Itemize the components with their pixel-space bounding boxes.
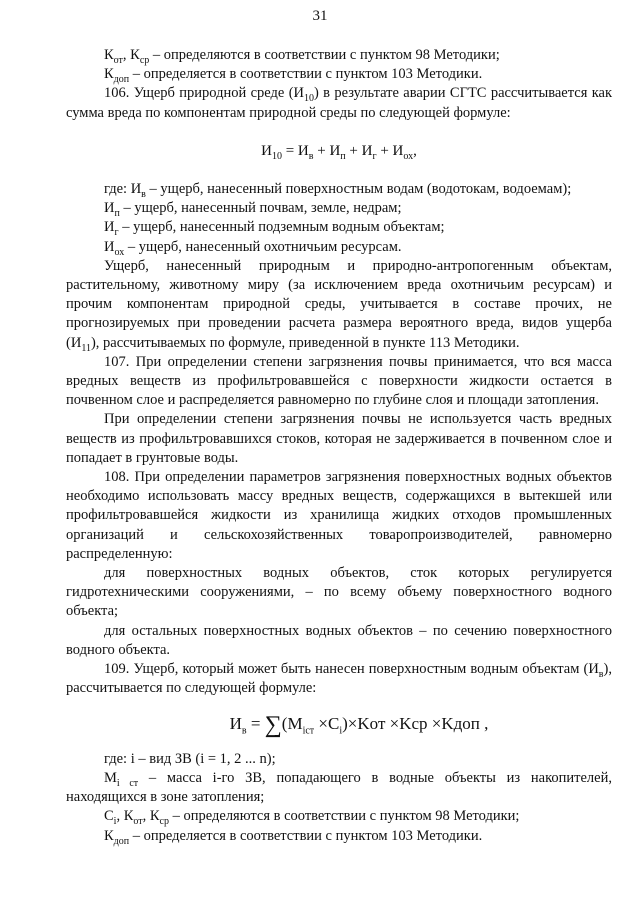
paragraph: $M_{i ст}$ – масса i-го ЗВ, попадающего в водные объекты из накопителей, находящихся в зоне затопления;: [66, 769, 612, 806]
formula-damage-total: $И_{10} = И_в + И_п + И_г + И_{ох}$,: [261, 142, 417, 162]
paragraph: $C_i$, $К_{от}$, $К_{ср}$ – определяются в соответствии с пунктом 98 Методики;: [104, 808, 520, 828]
paragraph: Ущерб, нанесенный природным и природно-антропогенным объектам, растительному, животному миру (за исключением вреда охотничьим ресурсам) и прочим компонентам природной среды, учитывается в составе прочих, не прогнозируемых при проведении расчета размера вероятного вреда, видов ущерба $(И_{11})$, рассчитываемых по формуле, приведенной в пункте 113 Методики.: [66, 257, 612, 354]
paragraph: $И_{ох}$ – ущерб, нанесенный охотничьим ресурсам.: [104, 238, 402, 258]
paragraph: 106. Ущерб природной среде $(И_{10})$ в результате аварии СГТС рассчитывается как сумма вреда по компонентам природной среды по следующей формуле:: [66, 85, 613, 121]
paragraph: для остальных поверхностных водных объектов – по сечению поверхностного водного объекта.: [66, 622, 612, 658]
paragraph: $К_{доп}$ – определяется в соответствии с пунктом 103 Методики.: [104, 827, 483, 847]
paragraph: 108. При определении параметров загрязнения поверхностных водных объектов необходимо использовать массу вредных веществ, содержащихся в вытекшей или профильтровавшейся жидкости из хранилища жидких отходов промышленных организаций и сельскохозяйственных товаропроизводителей, равномерно распределенную:: [66, 469, 612, 562]
formula-water-damage: $И_в = \sum(M_{iст} \times C_i)\times Kот \times Kср$ ×Kдоп ,: [229, 711, 489, 738]
paragraph: для поверхностных водных объектов, сток которых регулируется гидротехническими сооружениями, – по всему объему поверхностного водного объекта;: [66, 565, 612, 620]
paragraph: где: $И_в$ – ущерб, нанесенный поверхностным водам (водотокам, водоемам);: [104, 181, 572, 200]
paragraph: 109. Ущерб, который может быть нанесен поверхностным водным объектам $(И_в)$, рассчитывается по следующей формуле:: [66, 661, 612, 697]
paragraph: $И_г$ – ущерб, нанесенный подземным водным объектам;: [104, 219, 445, 239]
page-number: 31: [312, 8, 328, 24]
paragraph: $К_{доп}$ – определяется в соответствии с пунктом 103 Методики.: [104, 66, 483, 86]
paragraph: 107. При определении степени загрязнения почвы принимается, что вся масса вредных веществ из профильтровавшейся с поверхности жидкости остается в почвенном слое и распределяется равномерно по глубине слоя и площади затопления.: [66, 353, 612, 409]
paragraph: При определении степени загрязнения почвы не используется часть вредных веществ из профильтровавшихся стоков, которая не задерживается в почвенном слое и попадает в грунтовые воды.: [66, 411, 612, 466]
document-body: [66, 46, 612, 846]
paragraph: где: i – вид ЗВ (i = 1, 2 ... n);: [104, 750, 276, 767]
paragraph: $К_{от}$, $К_{ср}$ – определяются в соответствии с пунктом 98 Методики;: [104, 47, 500, 66]
paragraph: $И_п$ – ущерб, нанесенный почвам, земле, недрам;: [104, 200, 402, 220]
